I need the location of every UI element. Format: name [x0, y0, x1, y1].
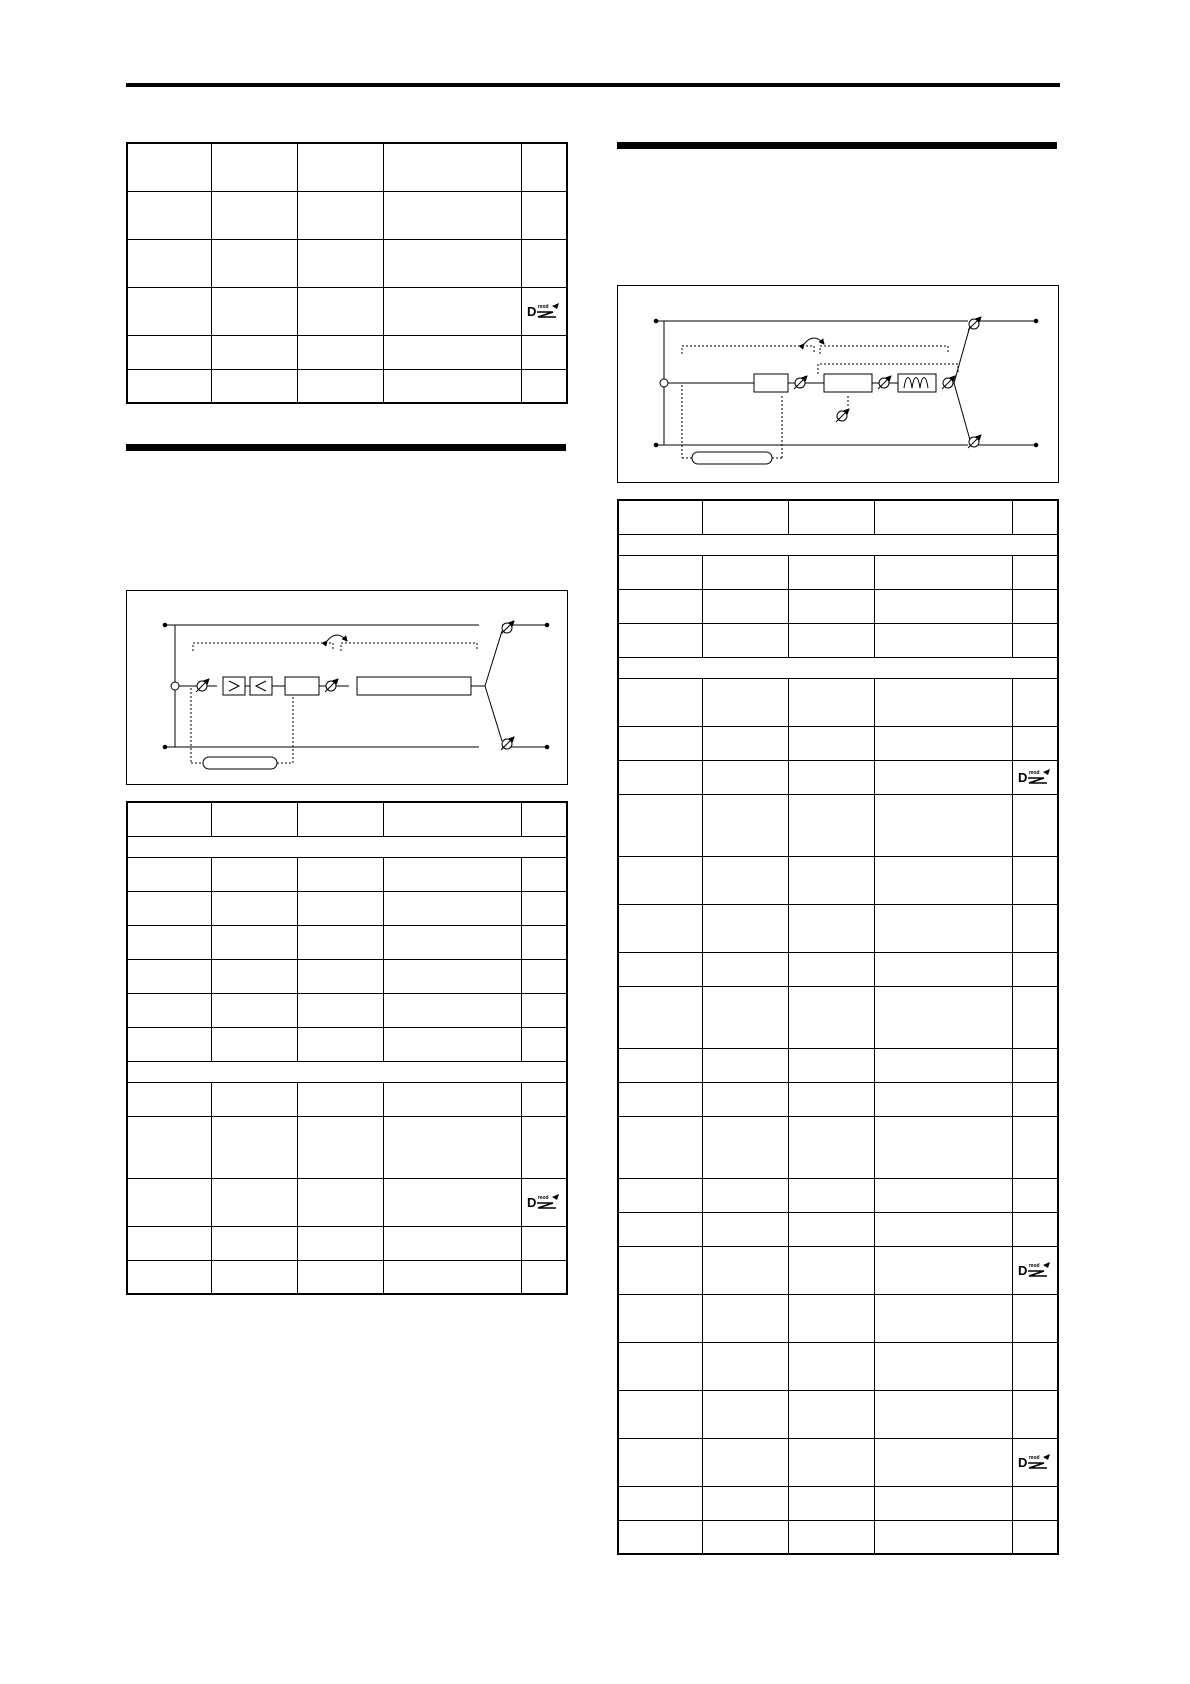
table-cell: [297, 191, 383, 239]
table-cell: [618, 1294, 702, 1342]
dmod-badge-icon: [526, 302, 562, 320]
table-cell: [127, 891, 211, 925]
table-cell: [702, 952, 788, 986]
table-cell: [297, 993, 383, 1027]
table-cell: [211, 1082, 297, 1116]
table-cell: [127, 239, 211, 287]
dmod-badge-icon: [1017, 1453, 1053, 1471]
table-cell: [1012, 1212, 1058, 1246]
table-cell: [383, 1027, 521, 1061]
table-cell: [1012, 760, 1058, 794]
table-row: [127, 1178, 567, 1226]
table-cell: [702, 623, 788, 657]
table-cell: [702, 1116, 788, 1178]
table-cell: [297, 369, 383, 403]
table-cell: [874, 760, 1012, 794]
table-cell: [297, 925, 383, 959]
svg-text:D: D: [526, 1195, 537, 1210]
table-cell: [383, 191, 521, 239]
table-cell: [1012, 952, 1058, 986]
table-row: [618, 500, 1058, 534]
table-cell: [211, 925, 297, 959]
table-cell: [127, 1178, 211, 1226]
table-cell: [211, 1027, 297, 1061]
table-cell: [297, 287, 383, 335]
table-cell: [383, 369, 521, 403]
table-cell: [618, 555, 702, 589]
table-cell: [874, 1390, 1012, 1438]
table-cell: [618, 904, 702, 952]
table-cell: [521, 993, 567, 1027]
table-cell: [127, 335, 211, 369]
table-cell: [874, 500, 1012, 534]
table-row: [618, 1342, 1058, 1390]
section-heading-bar-left: [126, 444, 566, 451]
table-cell: [211, 1178, 297, 1226]
table-cell: [874, 1520, 1012, 1554]
table-cell: [618, 1082, 702, 1116]
table-cell: [383, 1260, 521, 1294]
table-cell: [383, 287, 521, 335]
table-cell: [521, 191, 567, 239]
lfo-block: [203, 757, 277, 769]
group-header-cell: [127, 1061, 567, 1082]
svg-text:D: D: [1017, 770, 1028, 785]
table-cell: [297, 891, 383, 925]
table-cell: [788, 500, 874, 534]
table-row: [618, 555, 1058, 589]
signal-flow-diagram-right: [617, 285, 1059, 483]
feedback-path: [682, 346, 958, 458]
table-cell: [211, 143, 297, 191]
table-cell: [127, 959, 211, 993]
table-cell: [874, 904, 1012, 952]
table-cell: [788, 555, 874, 589]
table-cell: [127, 802, 211, 836]
table-row: [127, 925, 567, 959]
svg-text:D: D: [1017, 1263, 1028, 1278]
table-cell: [874, 856, 1012, 904]
table-cell: [702, 1342, 788, 1390]
table-cell: [874, 1116, 1012, 1178]
table-cell: [788, 678, 874, 726]
table-cell: [874, 952, 1012, 986]
table-cell: [1012, 1082, 1058, 1116]
table-cell: [618, 856, 702, 904]
parameter-table-left: [126, 801, 568, 1295]
table-cell: [127, 191, 211, 239]
table-cell: [521, 1116, 567, 1178]
swap-arrow-icon: [327, 635, 347, 641]
table-cell: [788, 623, 874, 657]
table-cell: [521, 891, 567, 925]
table-cell: [521, 335, 567, 369]
table-row: [127, 1260, 567, 1294]
group-header-cell: [127, 836, 567, 857]
table-cell: [618, 1246, 702, 1294]
table-row: [127, 335, 567, 369]
table-cell: [1012, 555, 1058, 589]
table-cell: [211, 1260, 297, 1294]
table-cell: [297, 1116, 383, 1178]
table-cell: [702, 986, 788, 1048]
table-cell: [788, 1390, 874, 1438]
table-cell: [383, 239, 521, 287]
table-row: [618, 986, 1058, 1048]
table-cell: [521, 287, 567, 335]
table-row: [127, 857, 567, 891]
table-cell: [874, 1178, 1012, 1212]
table-row: [618, 1520, 1058, 1554]
table-cell: [1012, 589, 1058, 623]
table-cell: [297, 1260, 383, 1294]
table-cell: [788, 726, 874, 760]
table-cell: [1012, 986, 1058, 1048]
table-row: [127, 891, 567, 925]
table-cell: [127, 1082, 211, 1116]
group-header-cell: [618, 534, 1058, 555]
table-cell: [702, 500, 788, 534]
table-cell: [297, 143, 383, 191]
table-cell: [702, 794, 788, 856]
table-cell: [874, 1486, 1012, 1520]
table-cell: [618, 760, 702, 794]
svg-text:mod: mod: [1028, 770, 1040, 776]
table-row: [127, 1027, 567, 1061]
table-row: [618, 589, 1058, 623]
svg-text:mod: mod: [537, 1195, 549, 1201]
table-cell: [618, 794, 702, 856]
table-cell: [702, 555, 788, 589]
table-row: [127, 239, 567, 287]
table-cell: [1012, 1438, 1058, 1486]
table-group-row: [618, 534, 1058, 555]
table-cell: [874, 555, 1012, 589]
table-row: [618, 856, 1058, 904]
table-cell: [521, 959, 567, 993]
table-cell: [788, 1294, 874, 1342]
table-cell: [618, 1520, 702, 1554]
table-cell: [618, 1048, 702, 1082]
table-row: [618, 1116, 1058, 1178]
table-cell: [127, 1260, 211, 1294]
table-row: [618, 952, 1058, 986]
table-cell: [521, 369, 567, 403]
table-row: [127, 191, 567, 239]
table-cell: [211, 959, 297, 993]
table-cell: [874, 678, 1012, 726]
table-cell: [702, 1438, 788, 1486]
table-cell: [874, 1048, 1012, 1082]
table-row: [618, 1390, 1058, 1438]
table-cell: [702, 589, 788, 623]
lfo-block: [692, 452, 772, 464]
table-row: [618, 726, 1058, 760]
table-cell: [618, 1178, 702, 1212]
table-cell: [1012, 1390, 1058, 1438]
table-cell: [874, 986, 1012, 1048]
table-cell: [702, 856, 788, 904]
table-cell: [1012, 856, 1058, 904]
table-cell: [788, 1438, 874, 1486]
table-cell: [874, 1342, 1012, 1390]
table-cell: [521, 802, 567, 836]
table-cell: [1012, 1342, 1058, 1390]
table-cell: [383, 857, 521, 891]
table-cell: [702, 1390, 788, 1438]
table-cell: [874, 589, 1012, 623]
dmod-badge-icon: [1017, 1261, 1053, 1279]
table-cell: [521, 1226, 567, 1260]
table-cell: [383, 143, 521, 191]
group-header-cell: [618, 657, 1058, 678]
table-cell: [211, 993, 297, 1027]
table-row: [618, 1486, 1058, 1520]
table-cell: [788, 760, 874, 794]
table-cell: [788, 1178, 874, 1212]
table-cell: [127, 143, 211, 191]
table-cell: [702, 1520, 788, 1554]
svg-text:mod: mod: [537, 304, 549, 310]
table-cell: [521, 239, 567, 287]
table-cell: [788, 1082, 874, 1116]
table-cell: [211, 802, 297, 836]
table-row: [618, 678, 1058, 726]
table-row: [618, 760, 1058, 794]
table-cell: [874, 1438, 1012, 1486]
table-cell: [618, 1438, 702, 1486]
wet-dry-lines: [163, 623, 549, 749]
table-cell: [211, 287, 297, 335]
table-cell: [618, 986, 702, 1048]
table-cell: [521, 925, 567, 959]
table-row: [618, 1246, 1058, 1294]
table-cell: [702, 1486, 788, 1520]
table-cell: [874, 1212, 1012, 1246]
table-cell: [874, 794, 1012, 856]
table-row: [618, 623, 1058, 657]
table-row: [618, 1212, 1058, 1246]
parameter-table-body: [127, 143, 567, 403]
table-cell: [1012, 1246, 1058, 1294]
section-heading-bar-right: [617, 142, 1057, 149]
table-cell: [297, 335, 383, 369]
parameter-table-top-left: [126, 142, 568, 404]
table-cell: [211, 369, 297, 403]
table-cell: [521, 1178, 567, 1226]
table-cell: [618, 589, 702, 623]
table-cell: [1012, 794, 1058, 856]
table-cell: [1012, 1116, 1058, 1178]
table-cell: [127, 369, 211, 403]
table-cell: [788, 1212, 874, 1246]
table-row: [127, 959, 567, 993]
table-cell: [618, 1390, 702, 1438]
table-group-row: [618, 657, 1058, 678]
table-cell: [297, 1226, 383, 1260]
table-cell: [788, 1246, 874, 1294]
table-cell: [788, 904, 874, 952]
table-cell: [297, 857, 383, 891]
table-row: [127, 287, 567, 335]
table-cell: [702, 1048, 788, 1082]
table-cell: [1012, 726, 1058, 760]
table-cell: [521, 143, 567, 191]
table-cell: [1012, 623, 1058, 657]
table-row: [618, 1082, 1058, 1116]
table-cell: [383, 891, 521, 925]
table-cell: [618, 1116, 702, 1178]
table-row: [618, 794, 1058, 856]
table-cell: [297, 959, 383, 993]
table-cell: [127, 993, 211, 1027]
table-cell: [702, 1082, 788, 1116]
table-cell: [211, 891, 297, 925]
signal-flow-diagram-left: [126, 590, 568, 785]
table-cell: [383, 993, 521, 1027]
table-cell: [211, 335, 297, 369]
table-cell: [297, 802, 383, 836]
table-cell: [788, 1116, 874, 1178]
feedback-path: [191, 643, 477, 763]
table-cell: [618, 1486, 702, 1520]
table-cell: [788, 1486, 874, 1520]
table-cell: [127, 1027, 211, 1061]
table-cell: [1012, 678, 1058, 726]
table-cell: [127, 1226, 211, 1260]
table-cell: [1012, 1048, 1058, 1082]
table-cell: [788, 952, 874, 986]
table-cell: [383, 802, 521, 836]
table-cell: [521, 1260, 567, 1294]
table-group-row: [127, 836, 567, 857]
table-cell: [127, 857, 211, 891]
parameter-table-body: [127, 802, 567, 1294]
table-cell: [618, 678, 702, 726]
table-cell: [788, 1342, 874, 1390]
parameter-table-right: [617, 499, 1059, 1555]
table-cell: [1012, 1486, 1058, 1520]
table-cell: [521, 1027, 567, 1061]
table-cell: [874, 726, 1012, 760]
table-cell: [874, 1294, 1012, 1342]
table-cell: [297, 239, 383, 287]
table-cell: [788, 856, 874, 904]
table-cell: [788, 986, 874, 1048]
table-cell: [1012, 500, 1058, 534]
table-cell: [297, 1178, 383, 1226]
table-row: [618, 1048, 1058, 1082]
table-cell: [618, 500, 702, 534]
table-cell: [702, 760, 788, 794]
swap-arrow-icon: [804, 338, 824, 344]
svg-text:D: D: [1017, 1455, 1028, 1470]
page-header-rule: [126, 83, 1060, 87]
table-cell: [211, 1226, 297, 1260]
table-cell: [211, 857, 297, 891]
table-row: [127, 369, 567, 403]
table-cell: [618, 1342, 702, 1390]
table-row: [618, 1178, 1058, 1212]
table-cell: [788, 1048, 874, 1082]
table-cell: [874, 1246, 1012, 1294]
table-cell: [211, 1116, 297, 1178]
table-cell: [383, 1178, 521, 1226]
table-cell: [874, 1082, 1012, 1116]
table-cell: [618, 1212, 702, 1246]
table-row: [127, 143, 567, 191]
table-cell: [702, 1246, 788, 1294]
table-cell: [618, 726, 702, 760]
table-row: [618, 1294, 1058, 1342]
table-cell: [1012, 1294, 1058, 1342]
processing-blocks: [754, 374, 936, 392]
table-cell: [383, 1116, 521, 1178]
table-cell: [788, 1520, 874, 1554]
table-cell: [297, 1027, 383, 1061]
table-cell: [788, 794, 874, 856]
table-row: [127, 1082, 567, 1116]
table-row: [127, 1116, 567, 1178]
table-cell: [788, 589, 874, 623]
table-row: [127, 802, 567, 836]
table-cell: [521, 857, 567, 891]
table-cell: [1012, 1520, 1058, 1554]
table-cell: [702, 1294, 788, 1342]
table-row: [618, 904, 1058, 952]
table-cell: [618, 623, 702, 657]
table-group-row: [127, 1061, 567, 1082]
table-cell: [211, 239, 297, 287]
svg-text:mod: mod: [1028, 1455, 1040, 1461]
table-cell: [383, 335, 521, 369]
table-cell: [383, 1082, 521, 1116]
table-cell: [874, 623, 1012, 657]
table-row: [618, 1438, 1058, 1486]
table-cell: [1012, 904, 1058, 952]
table-cell: [521, 1082, 567, 1116]
table-cell: [383, 959, 521, 993]
table-cell: [702, 678, 788, 726]
table-cell: [702, 1212, 788, 1246]
table-cell: [211, 191, 297, 239]
table-cell: [383, 1226, 521, 1260]
table-cell: [127, 925, 211, 959]
table-cell: [1012, 1178, 1058, 1212]
table-cell: [127, 1116, 211, 1178]
dmod-badge-icon: [1017, 768, 1053, 786]
dmod-badge-icon: [526, 1193, 562, 1211]
parameter-table-body: [618, 500, 1058, 1554]
table-cell: [702, 1178, 788, 1212]
table-cell: [618, 952, 702, 986]
table-row: [127, 993, 567, 1027]
table-cell: [702, 904, 788, 952]
svg-text:D: D: [526, 304, 537, 319]
table-cell: [297, 1082, 383, 1116]
table-cell: [383, 925, 521, 959]
table-row: [127, 1226, 567, 1260]
svg-text:mod: mod: [1028, 1263, 1040, 1269]
table-cell: [127, 287, 211, 335]
table-cell: [702, 726, 788, 760]
